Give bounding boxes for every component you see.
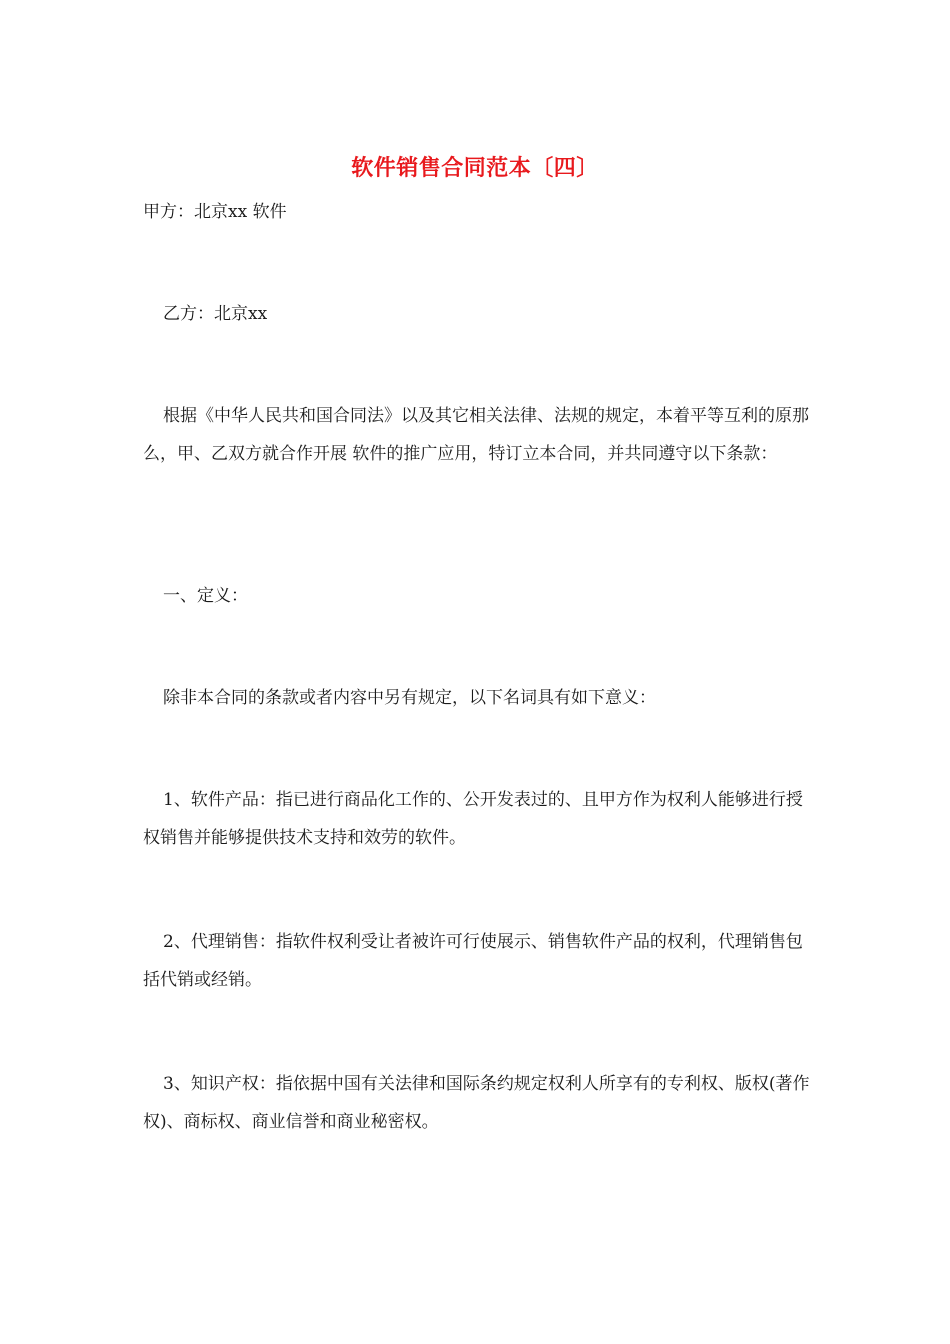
party-a-line: 甲方：北京xx 软件 bbox=[143, 202, 287, 222]
definition-item-agency-sales: 2、代理销售：指软件权利受让者被许可行使展示、销售软件产品的权利，代理销售包括代销或经销。 bbox=[143, 932, 803, 990]
definition-item-intellectual-property: 3、知识产权：指依据中国有关法律和国际条约规定权利人所享有的专利权、版权(著作权)、商标权、商业信誉和商业秘密权。 bbox=[143, 1074, 810, 1132]
definitions-intro-paragraph: 除非本合同的条款或者内容中另有规定，以下名词具有如下意义： bbox=[163, 688, 656, 708]
definition-item-software-product: 1、软件产品：指已进行商品化工作的、公开发表过的、且甲方作为权利人能够进行授权销售并能够提供技术支持和效劳的软件。 bbox=[143, 790, 803, 848]
intro-paragraph: 根据《中华人民共和国合同法》以及其它相关法律、法规的规定，本着平等互利的原那么，甲、乙双方就合作开展 软件的推广应用，特订立本合同，并共同遵守以下条款： bbox=[143, 406, 809, 464]
party-b-line: 乙方：北京xx bbox=[163, 304, 268, 324]
document-title: 软件销售合同范本〔四〕 bbox=[351, 156, 599, 181]
section-heading-definitions: 一、定义： bbox=[163, 586, 248, 606]
